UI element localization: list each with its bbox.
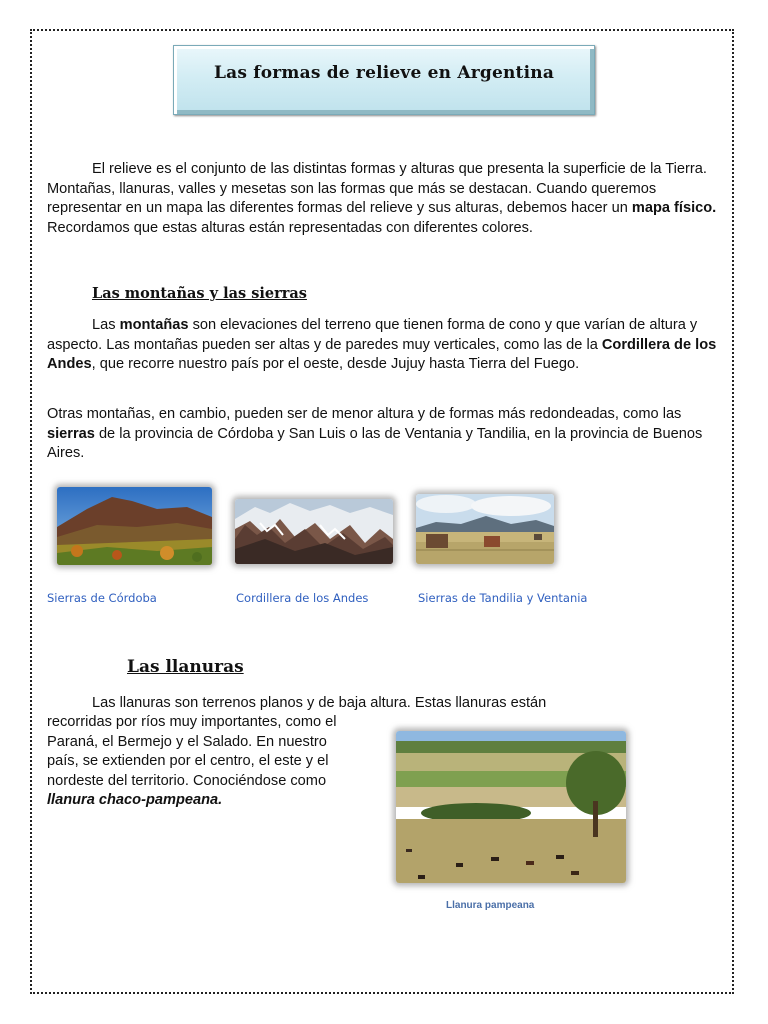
title-box [173,45,595,115]
photo-llanura-pampeana [396,731,626,883]
montanas-paragraph-2: Otras montañas, en cambio, pueden ser de menor altura y de formas más redondeadas, como las sierras de la provincia de Córdoba y San Luis o las de Ventania y Tandilia, en la provincia de Buenos Aires. [47,406,703,461]
photo-sierras-tandilia [416,494,554,564]
heading-montanas: Las montañas y las sierras [92,285,307,302]
heading-llanuras: Las llanuras [127,657,244,677]
photo-cordillera-andes [235,499,393,564]
montanas-paragraph-1: Las montañas son elevaciones del terreno que tienen forma de cono y que varían de altura y aspecto. Las montañas pueden ser altas y de paredes muy verticales, como las de la Cordillera de los Andes, que recorre nuestro país por el oeste, desde Jujuy hasta Tierra del Fuego. [47,317,717,372]
caption-cordillera-andes: Cordillera de los Andes [236,591,369,605]
caption-sierras-cordoba: Sierras de Córdoba [47,591,157,605]
llanuras-paragraph-line1: Las llanuras son terrenos planos y de baja altura. Estas llanuras están [92,695,547,711]
caption-llanura-pampeana: Llanura pampeana [446,900,535,911]
page-title: Las formas de relieve en Argentina [213,63,555,83]
caption-sierras-tandilia: Sierras de Tandilia y Ventania [418,591,588,605]
intro-paragraph: El relieve es el conjunto de las distintas formas y alturas que presenta la superficie de la Tierra. Montañas, llanuras, valles y mesetas son las formas que más se destacan. Cuando queremos representar en un mapa las diferentes formas del relieve y sus alturas, debemos hacer un mapa físico. Recordamos que estas alturas están representadas con diferentes colores. [47,161,717,236]
llanuras-paragraph-rest: recorridas por ríos muy importantes, como el Paraná, el Bermejo y el Salado. En nuestro país, se extienden por el centro, el este y el nordeste del territorio. Conociéndose como llanura chaco-pampeana. [47,714,337,808]
photo-sierras-cordoba [57,487,212,565]
